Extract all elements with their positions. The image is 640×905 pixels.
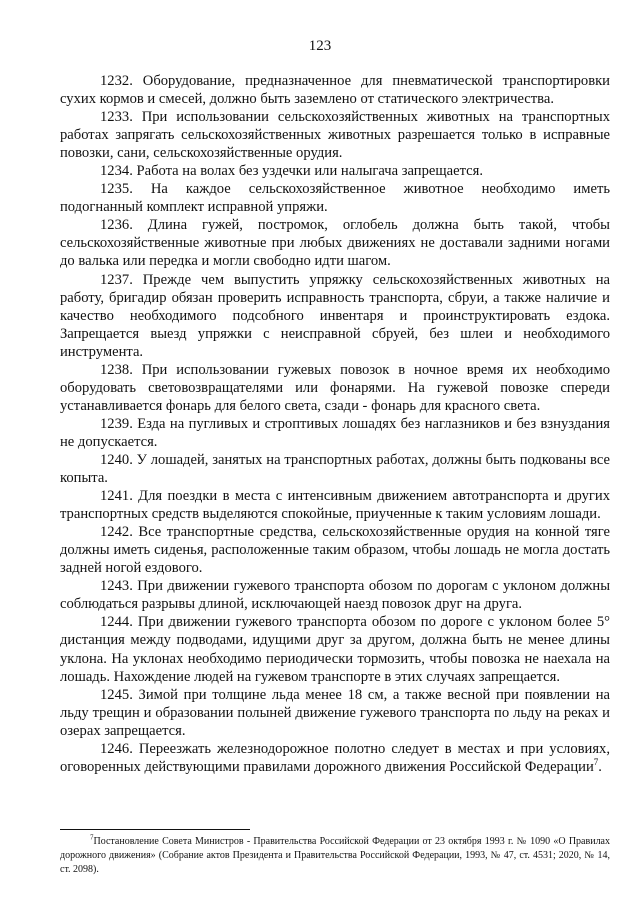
footnote-text: Постановление Совета Министров - Правительства Российской Федерации от 23 октября 1993 г. № 1090 «О Правилах дорожного движения» (Собрание актов Президента и Правительства Российской Федерации, 1993, № 47, ст. 4531; 2020, № 14, ст. 2098).	[60, 836, 610, 875]
paragraph-1246-end: .	[598, 758, 602, 775]
paragraph-1241: 1241. Для поездки в места с интенсивным движением автотранспорта и других транспортных средств выделяются спокойные, приученные к таким условиям лошади.	[60, 488, 610, 523]
footnote-divider	[60, 829, 250, 830]
paragraph-1237: 1237. Прежде чем выпустить упряжку сельскохозяйственных животных на работу, бригадир обязан проверить исправность транспорта, сбруи, а также наличие и качество необходимого подсобного инвентаря и проинструктировать ездока. Запрещается выезд упряжки с неисправной сбруей, без шлеи и необходимого инструмента.	[60, 271, 610, 360]
footnote-reference: 7	[593, 756, 599, 767]
paragraph-1235: 1235. На каждое сельскохозяйственное животное необходимо иметь подогнанный комплект исправной упряжи.	[60, 181, 610, 216]
paragraph-1238: 1238. При использовании гужевых повозок в ночное время их необходимо оборудовать световозвращателями или фонарями. На гужевой повозке спереди устанавливается фонарь для белого света, сзади - фонарь для красного света.	[60, 361, 610, 414]
paragraph-1242: 1242. Все транспортные средства, сельскохозяйственные орудия на конной тяге должны иметь сиденья, расположенные таким образом, чтобы лошадь не могла достать задней ногой ездового.	[60, 524, 610, 577]
paragraph-1246	[60, 740, 610, 776]
paragraph-1244: 1244. При движении гужевого транспорта обозом по дороге с уклоном более 5° дистанция между подводами, идущими друг за другом, должна быть не менее длины уклона. На уклонах необходимо периодически тормозить, чтобы повозка не наехала на лошадь. Нахождение людей на гужевом транспорте в этих случаях запрещается.	[60, 614, 610, 685]
paragraph-1243: 1243. При движении гужевого транспорта обозом по дорогам с уклоном должны соблюдаться разрывы длиной, исключающей наезд повозок друг на друга.	[60, 578, 610, 613]
paragraph-1245: 1245. Зимой при толщине льда менее 18 см, а также весной при появлении на льду трещин и образовании полыней движение гужевого транспорта по льду на реках и озерах запрещается.	[60, 686, 610, 739]
paragraph-1232: 1232. Оборудование, предназначенное для пневматической транспортировки сухих кормов и смесей, должно быть заземлено от статического электричества.	[60, 73, 610, 108]
footnote-mark: 7	[90, 833, 94, 842]
paragraph-1234: 1234. Работа на волах без уздечки или налыгача запрещается.	[100, 163, 483, 180]
regulation-text	[60, 72, 610, 776]
footnote	[60, 835, 610, 877]
paragraph-1240: 1240. У лошадей, занятых на транспортных работах, должны быть подкованы все копыта.	[60, 451, 610, 487]
page-number: 123	[308, 38, 332, 54]
paragraph-1236: 1236. Длина гужей, постромок, оглобель должна быть такой, чтобы сельскохозяйственные животные при любых движениях не доставали задними ногами до валька или передка и могли свободно идти шагом.	[60, 217, 610, 270]
paragraph-1246-text: 1246. Переезжать железнодорожное полотно следует в местах и при условиях, оговоренных действующими правилами дорожного движения Российской Федерации	[60, 740, 610, 775]
paragraph-1239: 1239. Езда на пугливых и строптивых лошадях без наглазников и без взнуздания не допускается.	[60, 415, 610, 450]
paragraph-1233: 1233. При использовании сельскохозяйственных животных на транспортных работах запрягать сельскохозяйственных животных разрешается только в исправные повозки, сани, сельскохозяйственные орудия.	[60, 109, 610, 162]
